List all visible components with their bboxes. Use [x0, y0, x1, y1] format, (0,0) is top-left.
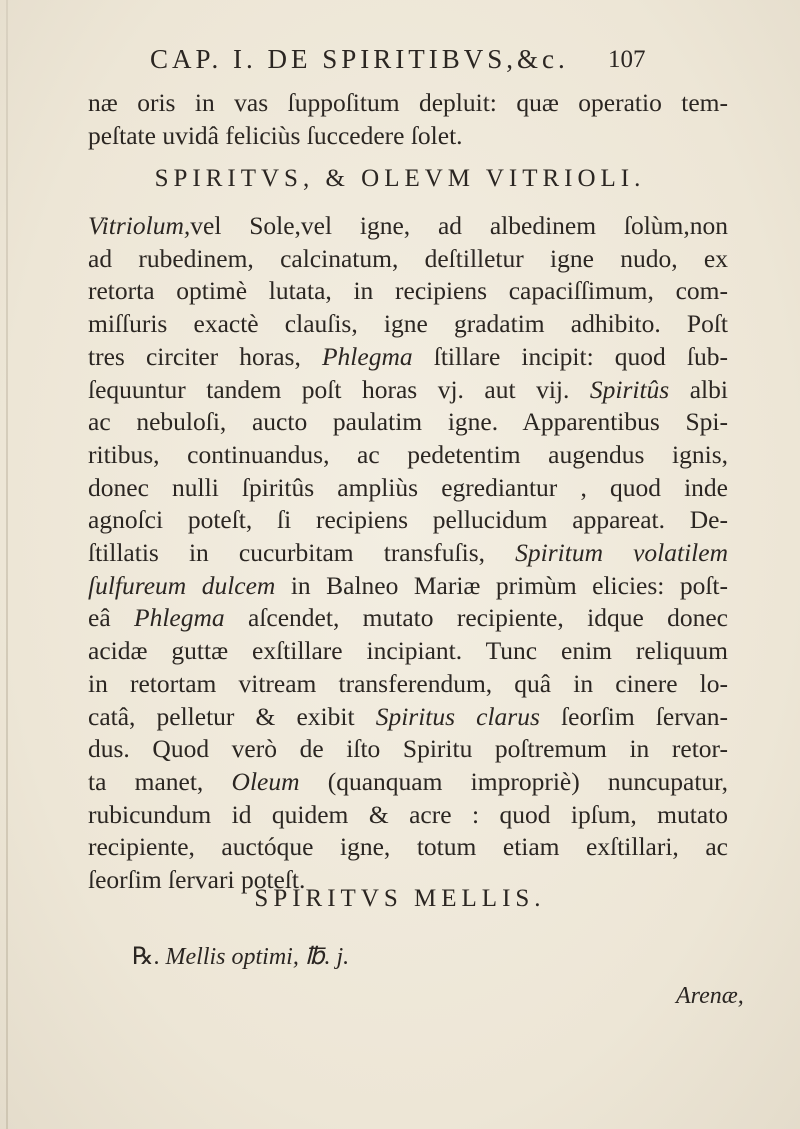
text-run: recipiente, auctóque igne, totum etiam exſtillari, ac: [88, 832, 728, 862]
text-line: [88, 504, 728, 537]
text-run: ritibus, continuandus, ac pedetentim augendus ignis,: [88, 439, 728, 469]
catchword: Arenæ,: [676, 983, 744, 1009]
italic-term: Spiritum volatilem: [515, 538, 728, 568]
text-run: vel Sole,vel igne, ad albedinem ſolùm,non: [190, 211, 728, 240]
italic-term: Phlegma: [134, 603, 225, 633]
paragraph-vitriol: [88, 210, 728, 897]
italic-term: ſulfureum dulcem: [88, 570, 276, 600]
text-run: (quanquam impropriè) nuncupatur,: [299, 766, 728, 796]
text-line: [88, 635, 728, 668]
recipe-line: [132, 942, 349, 971]
section-heading-mellis: SPIRITVS MELLIS.: [254, 885, 546, 912]
text-run: ſtillare incipit: quod ſub-: [412, 341, 728, 371]
text-line: [88, 374, 728, 407]
section-heading-vitriol: SPIRITVS, & OLEVM VITRIOLI.: [154, 165, 646, 192]
text-line: [88, 275, 728, 308]
text-run: ſeorſim ſervari poteſt.: [88, 865, 306, 895]
text-line: [88, 668, 728, 701]
text-run: ſequuntur tandem poſt horas vj. aut vij.: [88, 374, 590, 404]
text-run: miſſuris exactè clauſis, igne gradatim adhibito. Poſt: [88, 309, 728, 339]
text-run: rubicundum id quidem & acre : quod ipſum, mutato: [88, 799, 728, 829]
text-run: tres circiter horas,: [88, 341, 322, 371]
text-run: dus. Quod verò de iſto Spiritu poſtremum in retor-: [88, 734, 728, 764]
text-line: [88, 537, 728, 570]
text-run: agnoſci poteſt, ſi recipiens pellucidum appareat. De-: [88, 505, 728, 535]
text-line: [88, 210, 728, 243]
text-line: [88, 766, 728, 799]
intro-text: [88, 87, 728, 152]
text-line: [88, 439, 728, 472]
text-line: næ oris in vas ſuppoſitum depluit: quæ operatio tem-: [88, 88, 728, 117]
page-number: 107: [608, 46, 646, 73]
text-line: [88, 406, 728, 439]
text-run: acidæ guttæ exſtillare incipiant. Tunc enim reliquum: [88, 636, 728, 666]
text-run: retorta optimè lutata, in recipiens capaciſſimum, com-: [88, 276, 728, 306]
text-line: [88, 602, 728, 635]
italic-term: Spiritûs: [589, 374, 670, 404]
text-run: ad rubedinem, calcinatum, deſtilletur igne nudo, ex: [88, 243, 728, 273]
italic-term: Oleum: [231, 766, 300, 796]
text-line: [88, 341, 728, 374]
text-line: [88, 243, 728, 276]
text-run: eâ: [88, 603, 134, 633]
text-run: ſeorſim ſervan-: [539, 701, 729, 731]
text-run: in retortam vitream transferendum, quâ in cinere lo-: [88, 668, 728, 698]
running-head: CAP. I. DE SPIRITIBVS,&c.: [150, 44, 569, 74]
page-header: [0, 44, 800, 84]
text-run: donec nulli ſpiritûs ampliùs egrediantur , quod inde: [88, 472, 728, 502]
text-run: ac nebuloſi, aucto paulatim igne. Apparentibus Spi-: [88, 407, 728, 437]
italic-term: Phlegma: [321, 341, 413, 371]
text-run: catâ, pelletur & exibit: [88, 701, 376, 731]
text-line: [88, 831, 728, 864]
text-run: in Balneo Mariæ primùm elicies: poſt-: [275, 570, 729, 600]
text-line: [88, 799, 728, 832]
text-line: [88, 733, 728, 766]
recipe-symbol: ℞.: [132, 944, 160, 970]
recipe-text: Mellis optimi, ℔. j.: [165, 944, 350, 970]
text-line: [88, 570, 728, 603]
text-run: aſcendet, mutato recipiente, idque donec: [224, 603, 728, 633]
text-line: [88, 701, 728, 734]
text-run: ſtillatis in cucurbitam transfuſis,: [88, 538, 516, 568]
text-run: ta manet,: [88, 766, 232, 796]
text-run: albi: [669, 374, 728, 404]
text-line: peſtate uvidâ feliciùs ſuccedere ſolet.: [88, 120, 463, 150]
italic-term: Vitriolum,: [88, 211, 191, 240]
text-line: [88, 472, 728, 505]
italic-term: Spiritus clarus: [375, 701, 540, 731]
text-line: [88, 308, 728, 341]
